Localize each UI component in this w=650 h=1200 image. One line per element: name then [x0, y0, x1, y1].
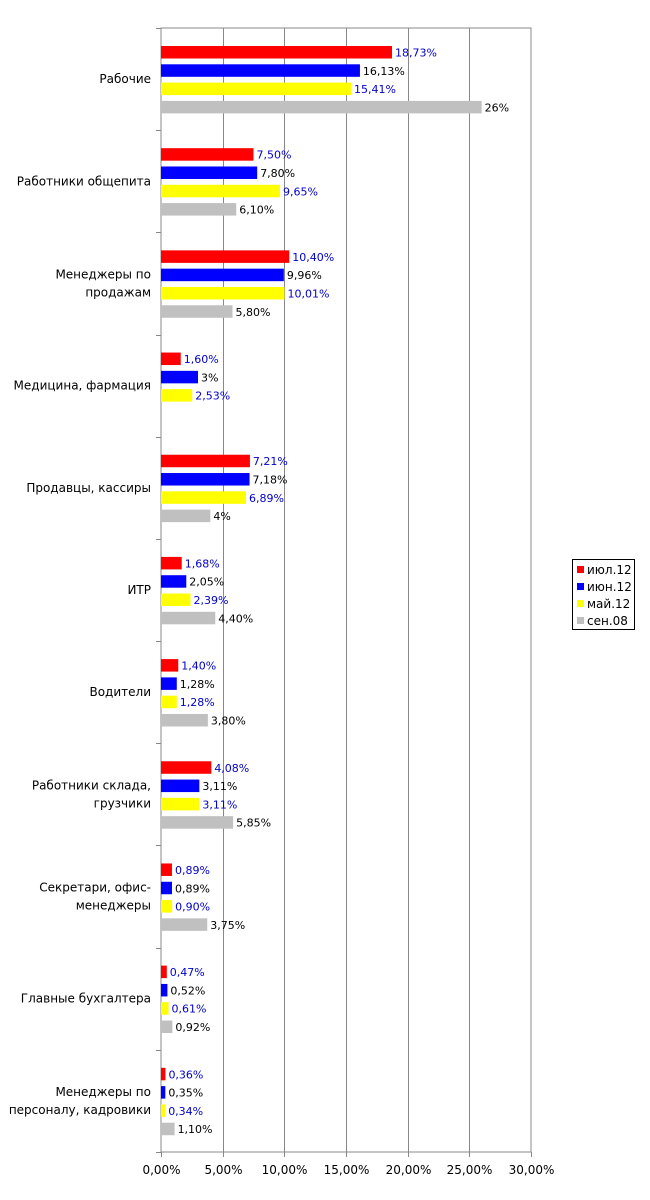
data-label: 1,28%: [179, 677, 215, 691]
legend-label: июн.12: [587, 580, 632, 594]
bar: [161, 612, 215, 625]
data-label: 7,18%: [252, 473, 288, 487]
legend-swatch: [577, 600, 584, 607]
data-label: 7,80%: [260, 166, 296, 180]
data-label: 6,10%: [239, 203, 275, 217]
data-label: 4,08%: [214, 761, 250, 775]
x-tick-label: 20,00%: [385, 1163, 432, 1177]
x-tick-label: 25,00%: [446, 1163, 493, 1177]
data-label: 0,89%: [174, 882, 210, 896]
data-label: 3,80%: [210, 714, 246, 728]
bar: [161, 101, 482, 114]
data-label: 1,60%: [183, 353, 219, 367]
bar: [161, 389, 192, 402]
data-label: 1,10%: [177, 1123, 213, 1137]
bar: [161, 798, 199, 811]
bar: [161, 473, 250, 486]
bar: [161, 1068, 165, 1081]
category-label: Менеджеры по: [55, 267, 151, 282]
bar: [161, 696, 177, 709]
bar: [161, 1123, 175, 1136]
legend-swatch: [577, 583, 584, 590]
data-label: 7,50%: [256, 148, 292, 162]
data-label: 0,36%: [168, 1068, 204, 1082]
legend-swatch: [577, 617, 584, 624]
category-label: Рабочие: [99, 72, 151, 87]
data-label: 3,11%: [202, 798, 238, 812]
bar: [161, 966, 167, 979]
data-label: 7,21%: [252, 455, 288, 469]
data-label: 6,89%: [248, 491, 284, 505]
data-label: 0,34%: [168, 1104, 204, 1118]
bar: [161, 780, 199, 793]
category-label: Работники склада,: [31, 778, 151, 793]
bar: [161, 491, 246, 504]
category-label: менеджеры: [75, 898, 151, 913]
bar: [161, 882, 172, 895]
bar: [161, 185, 280, 198]
bar: [161, 250, 289, 263]
data-label: 0,47%: [169, 966, 205, 980]
legend-label: сен.08: [587, 614, 628, 628]
data-label: 0,92%: [175, 1021, 211, 1035]
category-label: Водители: [89, 685, 151, 700]
data-label: 2,05%: [189, 575, 225, 589]
bar: [161, 83, 351, 96]
x-tick-label: 5,00%: [204, 1163, 243, 1177]
data-label: 0,89%: [174, 863, 210, 877]
bar: [161, 659, 178, 672]
bar: [161, 287, 284, 300]
data-label: 10,01%: [287, 287, 330, 301]
data-label: 9,65%: [283, 185, 318, 199]
legend-label: июл.12: [587, 563, 632, 577]
category-label: Секретари, офис-: [39, 880, 151, 895]
bar: [161, 918, 207, 931]
data-label: 18,73%: [395, 46, 437, 60]
bar: [161, 371, 198, 384]
bar: [161, 1002, 169, 1015]
bar: [161, 575, 186, 588]
category-label: Менеджеры по: [55, 1084, 151, 1099]
data-label: 1,68%: [184, 557, 220, 571]
bar: [161, 166, 257, 179]
data-label: 1,28%: [179, 696, 215, 710]
data-label: 3%: [201, 371, 219, 385]
category-label: ИТР: [127, 583, 151, 597]
data-label: 0,52%: [170, 984, 206, 998]
data-label: 3,75%: [210, 918, 246, 932]
data-label: 5,80%: [235, 305, 271, 319]
legend-swatch: [577, 566, 584, 573]
category-label: продажам: [85, 285, 151, 300]
data-label: 0,61%: [171, 1002, 207, 1016]
data-label: 0,35%: [168, 1086, 204, 1100]
bar: [161, 455, 250, 468]
bar: [161, 46, 392, 59]
data-label: 9,96%: [286, 269, 322, 283]
data-label: 1,40%: [181, 659, 217, 673]
bar: [161, 353, 181, 366]
bar: [161, 761, 211, 774]
data-label: 26%: [484, 101, 510, 115]
bar: [161, 677, 177, 690]
category-label: Главные бухгалтера: [20, 991, 151, 1006]
category-label: грузчики: [93, 796, 151, 811]
legend-label: май.12: [587, 597, 631, 611]
bar: [161, 305, 233, 318]
data-label: 0,90%: [175, 900, 211, 914]
bar: [161, 1104, 165, 1117]
bar: [161, 1086, 165, 1099]
data-label: 2,53%: [195, 389, 231, 403]
category-label: Работники общепита: [16, 174, 151, 189]
x-tick-label: 30,00%: [508, 1163, 555, 1177]
bar: [161, 594, 190, 607]
category-label: персоналу, кадровики: [8, 1102, 151, 1117]
category-label: Медицина, фармация: [13, 378, 151, 393]
data-label: 16,13%: [362, 64, 405, 78]
data-label: 15,41%: [354, 83, 397, 97]
data-label: 4%: [213, 510, 231, 524]
bar: [161, 269, 284, 282]
bar: [161, 984, 167, 997]
data-label: 5,85%: [236, 816, 272, 830]
bar: [161, 816, 233, 829]
bar: [161, 510, 210, 523]
category-label: Продавцы, кассиры: [26, 480, 151, 495]
data-label: 4,40%: [218, 612, 254, 626]
data-label: 2,39%: [193, 594, 229, 608]
x-tick-label: 0,00%: [142, 1163, 181, 1177]
bar: [161, 203, 236, 216]
bar: [161, 148, 254, 161]
x-tick-label: 15,00%: [323, 1163, 370, 1177]
bar: [161, 557, 182, 570]
bar: [161, 900, 172, 913]
bar: [161, 1021, 172, 1034]
bar: [161, 64, 360, 77]
data-label: 3,11%: [202, 780, 238, 794]
bar: [161, 863, 172, 876]
data-label: 10,40%: [292, 250, 335, 264]
x-tick-label: 10,00%: [261, 1163, 308, 1177]
bar: [161, 714, 208, 727]
